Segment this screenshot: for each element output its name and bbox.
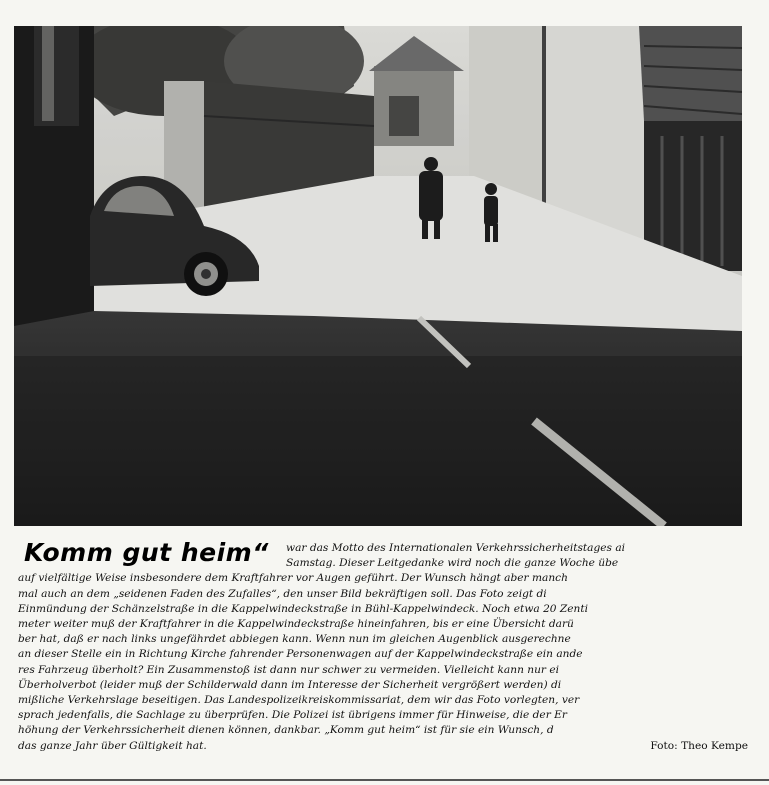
article-line: an dieser Stelle ein in Richtung Kirche fahrender Personenwagen auf der Kappelwindeckstraße ein ande bbox=[18, 648, 583, 661]
bottom-rule bbox=[0, 779, 769, 781]
article-line: das ganze Jahr über Gültigkeit hat. bbox=[18, 739, 207, 752]
article-line: sprach jedenfalls, die Sachlage zu überprüfen. Die Polizei ist übrigens immer für Hinweise, die der Er bbox=[18, 709, 567, 722]
article-line: mißliche Verkehrslage beseitigen. Das Landespolizeikreiskommissariat, dem wir das Foto vorlegten, ver bbox=[18, 694, 580, 707]
article-line: res Fahrzeug überholt? Ein Zusammenstoß ist dann nur schwer zu vermeiden. Vielleicht kann nur ei bbox=[18, 663, 559, 676]
article-last-line bbox=[18, 739, 756, 754]
article-line: ber hat, daß er nach links ungefährdet abbiegen kann. Wenn nun im gleichen Augenblick ausgerechne bbox=[18, 633, 571, 646]
article-line: auf vielfältige Weise insbesondere dem Kraftfahrer vor Augen geführt. Der Wunsch hängt aber manch bbox=[18, 572, 568, 585]
article-line: war das Motto des Internationalen Verkehrssicherheitstages ai bbox=[286, 542, 626, 554]
headline: Komm gut heim“ bbox=[24, 538, 269, 567]
article-line: mal auch an dem „seidenen Faden des Zufalles“, den unser Bild bekräftigen soll. Das Foto zeigt di bbox=[18, 587, 547, 600]
newspaper-photo bbox=[14, 26, 742, 526]
article-body bbox=[18, 541, 756, 754]
article-line: meter weiter muß der Kraftfahrer in die Kappelwindeckstraße hineinfahren, bis er eine Übersicht darü bbox=[18, 618, 574, 631]
article-line: Überholverbot (leider muß der Schilderwald dann im Interesse der Sicherheit vergrößert werden) di bbox=[18, 678, 562, 691]
article-line: höhung der Verkehrssicherheit dienen können, dankbar. „Komm gut heim“ ist für sie ein Wunsch, d bbox=[18, 724, 554, 737]
article-line: Samstag. Dieser Leitgedanke wird noch die ganze Woche übe bbox=[286, 557, 619, 570]
photo-credit: Foto: Theo Kempe bbox=[650, 739, 748, 752]
article-line: Einmündung der Schänzelstraße in die Kappelwindeckstraße in Bühl-Kappelwindeck. Noch etwa 20 Zenti bbox=[18, 602, 589, 615]
street-scene-image bbox=[14, 26, 742, 526]
